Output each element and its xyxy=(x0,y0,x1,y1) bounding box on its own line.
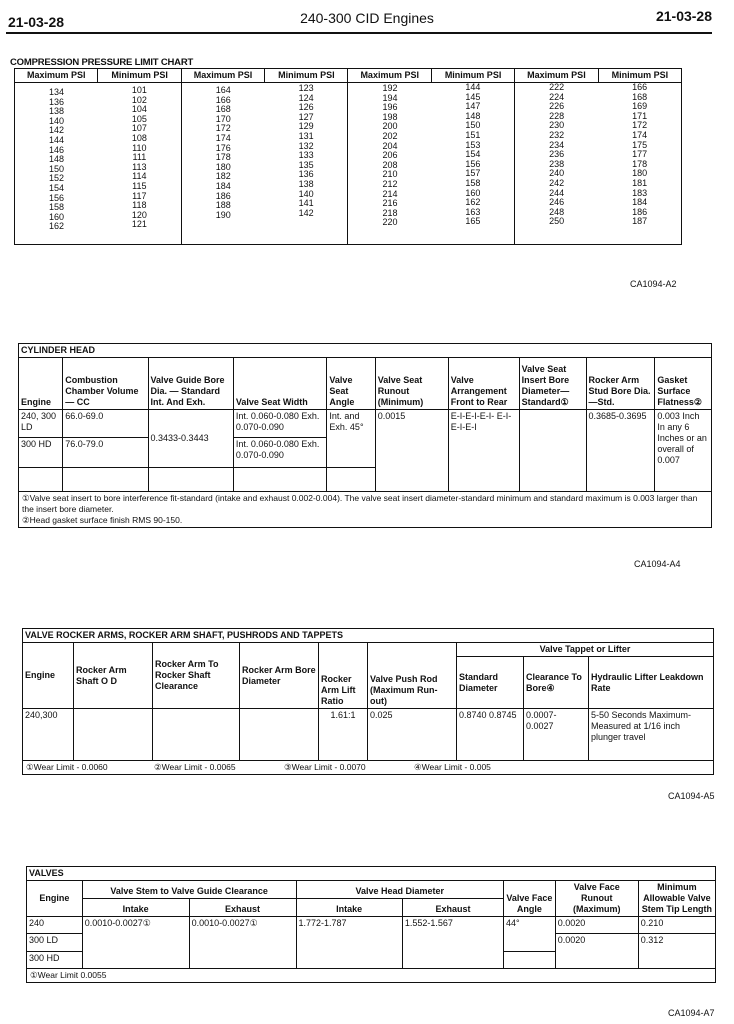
empty-cell xyxy=(240,709,319,761)
empty-cell xyxy=(327,468,375,492)
width-cell: Int. 0.060-0.080 Exh. 0.070-0.090 xyxy=(233,410,327,438)
header-engine: Engine xyxy=(23,643,74,709)
valves-note: ①Wear Limit 0.0055 xyxy=(27,969,716,983)
note-3: ③Wear Limit - 0.0070 xyxy=(284,762,366,772)
header-min: Minimum PSI xyxy=(265,69,348,83)
insert-bore-cell xyxy=(519,410,586,492)
header-lift-ratio: Rocker Arm Lift Ratio xyxy=(319,643,368,709)
header-flatness: Gasket Surface Flatness② xyxy=(655,358,712,410)
guide-cell: 0.3433-0.3443 xyxy=(148,410,233,468)
note-2: ②Head gasket surface finish RMS 90-150. xyxy=(22,515,183,525)
diameter-cell: 0.8740 0.8745 xyxy=(457,709,524,761)
rocker-table xyxy=(22,628,714,775)
header-engine: Engine xyxy=(27,881,83,917)
header-push-rod: Valve Push Rod (Maximum Run-out) xyxy=(368,643,457,709)
runout-cell: 0.0015 xyxy=(375,410,448,492)
tip-cell: 0.210 xyxy=(638,917,715,934)
figure-code: CA1094-A7 xyxy=(668,1008,715,1018)
max-column-1: 134 136 138 140 142 144 146 148 150 152 154 156 158 160 162 xyxy=(15,83,98,245)
page-number-left: 21-03-28 xyxy=(8,14,65,30)
header-min: Minimum PSI xyxy=(431,69,514,83)
min-column-1: 101 102 104 105 107 108 110 111 113 114 115 117 118 120 121 xyxy=(98,83,181,245)
compression-table xyxy=(14,68,682,245)
cylinder-head-table xyxy=(18,343,712,528)
header-head-diameter: Valve Head Diameter xyxy=(296,881,504,899)
engine-cell: 300 HD xyxy=(27,952,83,969)
clearance-cell: 0.0007- 0.0027 xyxy=(524,709,589,761)
empty-cell xyxy=(19,468,63,492)
header-engine: Engine xyxy=(19,358,63,410)
max-column-4: 222 224 226 228 230 232 234 236 238 240 242 244 246 248 250 xyxy=(515,83,598,245)
width-cell: Int. 0.060-0.080 Exh. 0.070-0.090 xyxy=(233,438,327,468)
ratio-cell: 1.61:1 xyxy=(319,709,368,761)
header-max: Maximum PSI xyxy=(348,69,431,83)
header-shaft-od: Rocker Arm Shaft O D xyxy=(74,643,153,709)
header-clearance: Clearance To Bore④ xyxy=(524,657,589,709)
valves-table xyxy=(26,866,716,983)
max-column-2: 164 166 168 170 172 174 176 178 180 182 184 186 188 190 xyxy=(181,83,264,245)
figure-code: CA1094-A2 xyxy=(630,279,677,289)
note-4: ④Wear Limit - 0.005 xyxy=(414,762,491,772)
header-max: Maximum PSI xyxy=(15,69,98,83)
figure-code: CA1094-A5 xyxy=(668,791,715,801)
header-tappet-group: Valve Tappet or Lifter xyxy=(457,643,714,657)
header-face-angle: Valve Face Angle xyxy=(504,881,556,917)
min-column-4: 166 168 169 171 172 174 175 177 178 180 181 183 184 186 187 xyxy=(598,83,681,245)
header-seat-runout: Valve Seat Runout (Minimum) xyxy=(375,358,448,410)
empty-cell xyxy=(63,468,148,492)
header-max: Maximum PSI xyxy=(515,69,598,83)
rocker-title: VALVE ROCKER ARMS, ROCKER ARM SHAFT, PUSHRODS AND TAPPETS xyxy=(23,629,714,643)
arrangement-cell: E-I-E-I-E-I- E-I-E-I-E-I xyxy=(448,410,519,492)
empty-cell xyxy=(504,952,556,969)
header-bore-diameter: Rocker Arm Bore Diameter xyxy=(240,643,319,709)
stud-bore-cell: 0.3685-0.3695 xyxy=(586,410,655,492)
engine-cell: 300 HD xyxy=(19,438,63,468)
pushrod-cell: 0.025 xyxy=(368,709,457,761)
empty-cell xyxy=(153,709,240,761)
note-1: ①Wear Limit - 0.0060 xyxy=(26,762,108,772)
page-title: 240-300 CID Engines xyxy=(300,10,434,26)
rocker-notes xyxy=(23,761,714,775)
tip-cell: 0.312 xyxy=(638,934,715,969)
header-intake: Intake xyxy=(82,899,189,917)
engine-cell: 240 xyxy=(27,917,83,934)
note-1: ①Valve seat insert to bore interference fit-standard (intake and exhaust 0.002-0.004). The valve seat insert diameter-standard minimum and standard maximum is 0.003 larger than the insert bore diameter. xyxy=(22,493,698,514)
empty-cell xyxy=(233,468,327,492)
engine-cell: 300 LD xyxy=(27,934,83,952)
cylinder-head-title: CYLINDER HEAD xyxy=(19,344,712,358)
header-rule xyxy=(6,32,712,34)
leakdown-cell: 5-50 Seconds Maximum-Measured at 1/16 inch plunger travel xyxy=(589,709,714,761)
header-exhaust: Exhaust xyxy=(189,899,296,917)
header-min: Minimum PSI xyxy=(598,69,681,83)
header-guide-bore: Valve Guide Bore Dia. — Standard Int. And Exh. xyxy=(148,358,233,410)
min-column-3: 144 145 147 148 150 151 153 154 156 157 158 160 162 163 165 xyxy=(431,83,514,245)
header-stud-bore: Rocker Arm Stud Bore Dia.—Std. xyxy=(586,358,655,410)
min-column-2: 123 124 126 127 129 131 132 133 135 136 138 140 141 142 xyxy=(265,83,348,245)
runout-cell: 0.0020 xyxy=(555,917,638,934)
header-exhaust: Exhaust xyxy=(402,899,503,917)
stem-intake-cell: 0.0010-0.0027① xyxy=(82,917,189,969)
valves-title: VALVES xyxy=(27,867,716,881)
page-number-right: 21-03-28 xyxy=(655,8,712,24)
stem-exhaust-cell: 0.0010-0.0027① xyxy=(189,917,296,969)
head-exhaust-cell: 1.552-1.567 xyxy=(402,917,503,969)
header-face-runout: Valve Face Runout (Maximum) xyxy=(555,881,638,917)
empty-cell xyxy=(148,468,233,492)
header-seat-angle: Valve Seat Angle xyxy=(327,358,375,410)
figure-code: CA1094-A4 xyxy=(634,559,681,569)
volume-cell: 76.0-79.0 xyxy=(63,438,148,468)
header-seat-width: Valve Seat Width xyxy=(233,358,327,410)
header-max: Maximum PSI xyxy=(181,69,264,83)
header-arrangement: Valve Arrangement Front to Rear xyxy=(448,358,519,410)
max-column-3: 192 194 196 198 200 202 204 206 208 210 212 214 216 218 220 xyxy=(348,83,431,245)
flatness-cell: 0.003 Inch In any 6 Inches or an overall of 0.007 xyxy=(655,410,712,492)
header-volume: Combustion Chamber Volume— CC xyxy=(63,358,148,410)
header-stem-clearance: Valve Stem to Valve Guide Clearance xyxy=(82,881,296,899)
engine-cell: 240, 300 LD xyxy=(19,410,63,438)
note-2: ②Wear Limit - 0.0065 xyxy=(154,762,236,772)
angle-cell: Int. and Exh. 45° xyxy=(327,410,375,468)
header-shaft-clearance: Rocker Arm To Rocker Shaft Clearance xyxy=(153,643,240,709)
head-intake-cell: 1.772-1.787 xyxy=(296,917,402,969)
compression-caption: COMPRESSION PRESSURE LIMIT CHART xyxy=(10,57,194,68)
cylinder-head-notes xyxy=(19,492,712,528)
header-insert-bore: Valve Seat Insert Bore Diameter— Standard① xyxy=(519,358,586,410)
header-leakdown: Hydraulic Lifter Leakdown Rate xyxy=(589,657,714,709)
volume-cell: 66.0-69.0 xyxy=(63,410,148,438)
angle-cell: 44° xyxy=(504,917,556,952)
empty-cell xyxy=(74,709,153,761)
header-tip-length: Minimum Allowable Valve Stem Tip Length xyxy=(638,881,715,917)
header-intake: Intake xyxy=(296,899,402,917)
header-standard-diameter: Standard Diameter xyxy=(457,657,524,709)
header-min: Minimum PSI xyxy=(98,69,181,83)
runout-cell: 0.0020 xyxy=(555,934,638,969)
engine-cell: 240,300 xyxy=(23,709,74,761)
